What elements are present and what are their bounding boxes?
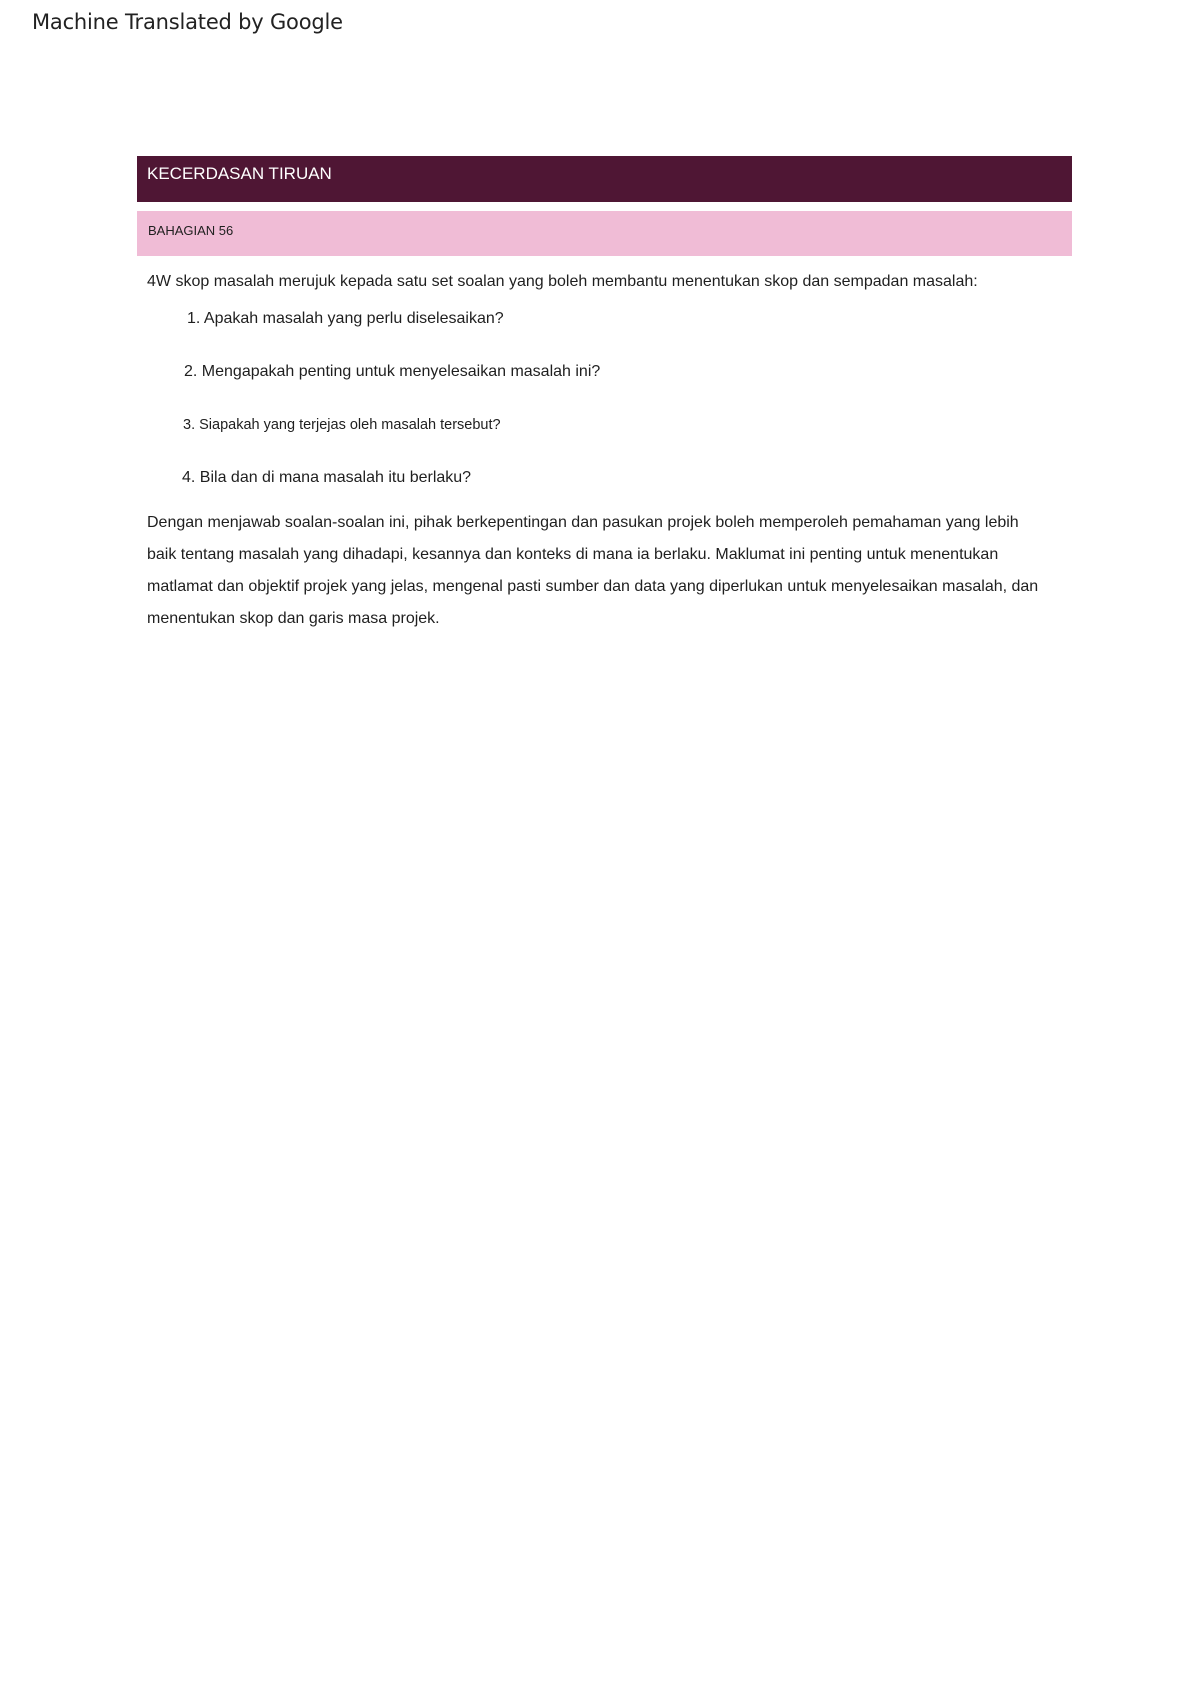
question-list (147, 308, 1047, 489)
list-item: 3. Siapakah yang terjejas oleh masalah tersebut? (183, 417, 501, 433)
intro-paragraph: 4W skop masalah merujuk kepada satu set soalan yang boleh membantu menentukan skop dan sempadan masalah: (147, 273, 978, 290)
closing-paragraph: Dengan menjawab soalan-soalan ini, pihak berkepentingan dan pasukan projek boleh memperoleh pemahaman yang lebih baik tentang masalah yang dihadapi, kesannya dan konteks di mana ia berlaku. Maklumat ini penting untuk menentukan matlamat dan objektif projek yang jelas, mengenal pasti sumber dan data yang diperlukan untuk menyelesaikan masalah, dan menentukan skop dan garis masa projek. (147, 514, 1039, 627)
list-item: 2. Mengapakah penting untuk menyelesaikan masalah ini? (184, 363, 601, 380)
document-title-bar (137, 156, 1072, 202)
section-label: BAHAGIAN 56 (148, 223, 234, 238)
list-item: 4. Bila dan di mana masalah itu berlaku? (182, 469, 472, 486)
document-body (147, 266, 1047, 635)
list-item: 1. Apakah masalah yang perlu diselesaikan? (187, 310, 504, 327)
document-title: KECERDASAN TIRUAN (147, 164, 332, 183)
section-bar (137, 211, 1072, 256)
machine-translated-label: Machine Translated by Google (32, 10, 343, 34)
